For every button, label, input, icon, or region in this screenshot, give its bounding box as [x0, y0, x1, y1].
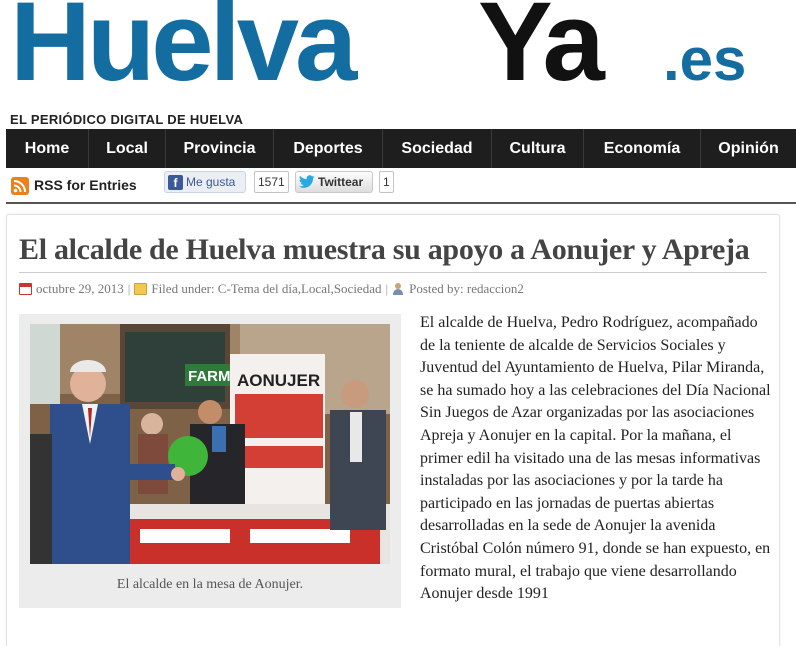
- nav-item-sociedad[interactable]: Sociedad: [383, 129, 492, 168]
- logo-huelva-text: Huelva: [10, 0, 354, 104]
- article-meta: [19, 281, 524, 297]
- rss-link[interactable]: RSS for Entries: [34, 177, 137, 193]
- site-logo[interactable]: [8, 0, 788, 112]
- article-author[interactable]: Posted by: redaccion2: [409, 281, 524, 296]
- nav-item-cultura[interactable]: Cultura: [492, 129, 584, 168]
- meta-separator: |: [385, 281, 389, 296]
- nav-item-local[interactable]: Local: [89, 129, 166, 168]
- photo-figure: [19, 314, 401, 608]
- article-card: [6, 214, 780, 646]
- rss-icon[interactable]: [11, 177, 29, 195]
- photo-caption: El alcalde en la mesa de Aonujer.: [116, 577, 304, 592]
- twitter-tweet-count: 1: [379, 171, 394, 193]
- facebook-like-count: 1571: [254, 171, 289, 193]
- author-icon: [392, 283, 405, 295]
- facebook-like-label: Me gusta: [186, 175, 236, 189]
- logo-es-text: .es: [663, 26, 747, 93]
- nav-item-deportes[interactable]: Deportes: [274, 129, 383, 168]
- nav-item-provincia[interactable]: Provincia: [166, 129, 274, 168]
- photo-sign-text: AONUJER: [237, 371, 321, 390]
- article-photo[interactable]: [30, 324, 390, 564]
- facebook-icon: f: [168, 175, 183, 190]
- article-title[interactable]: El alcalde de Huelva muestra su apoyo a Aonujer y Apreja: [19, 233, 750, 266]
- site-tagline: EL PERIÓDICO DIGITAL DE HUELVA: [10, 112, 244, 127]
- meta-separator: |: [127, 281, 131, 296]
- article-categories[interactable]: Filed under: C-Tema del día,Local,Sociedad: [151, 281, 382, 296]
- article-body: El alcalde de Huelva, Pedro Rodríguez, acompañado de la teniente de alcalde de Servicios Sociales y Juventud del Ayuntamiento de Huelva, Pilar Miranda, se ha sumado hoy a las celebraciones del Día Nacional Sin Juegos de Azar organizadas por las asociaciones Apreja y Aonujer en la capital. Por la mañana, el primer edil ha visitado una de las mesas informativas instaladas por las asociaciones y por la tarde ha participado en las jornadas de puertas abiertas desarrolladas en la sede de Aonujer la avenida Cristóbal Colón número 91, donde se han expuesto, en formato mural, el trabajo que viene desarrollando Aonujer desde 1991: [420, 314, 771, 603]
- folder-icon: [134, 283, 147, 295]
- article-date: octubre 29, 2013: [36, 281, 124, 296]
- logo-ya-text: Ya: [478, 0, 601, 104]
- calendar-icon: [19, 283, 32, 295]
- title-divider: [19, 272, 767, 273]
- twitter-tweet-label: Twittear: [318, 175, 364, 189]
- nav-item-economia[interactable]: Economía: [584, 129, 701, 168]
- social-bar: [6, 168, 796, 204]
- twitter-bird-icon: [299, 175, 315, 189]
- nav-item-opinion[interactable]: Opinión: [718, 139, 779, 157]
- twitter-tweet-button[interactable]: [295, 171, 373, 193]
- facebook-like-button[interactable]: [164, 171, 246, 193]
- nav-item-home[interactable]: Home: [6, 129, 89, 168]
- svg-text:FARM: FARM: [188, 368, 231, 385]
- main-nav: [6, 129, 796, 168]
